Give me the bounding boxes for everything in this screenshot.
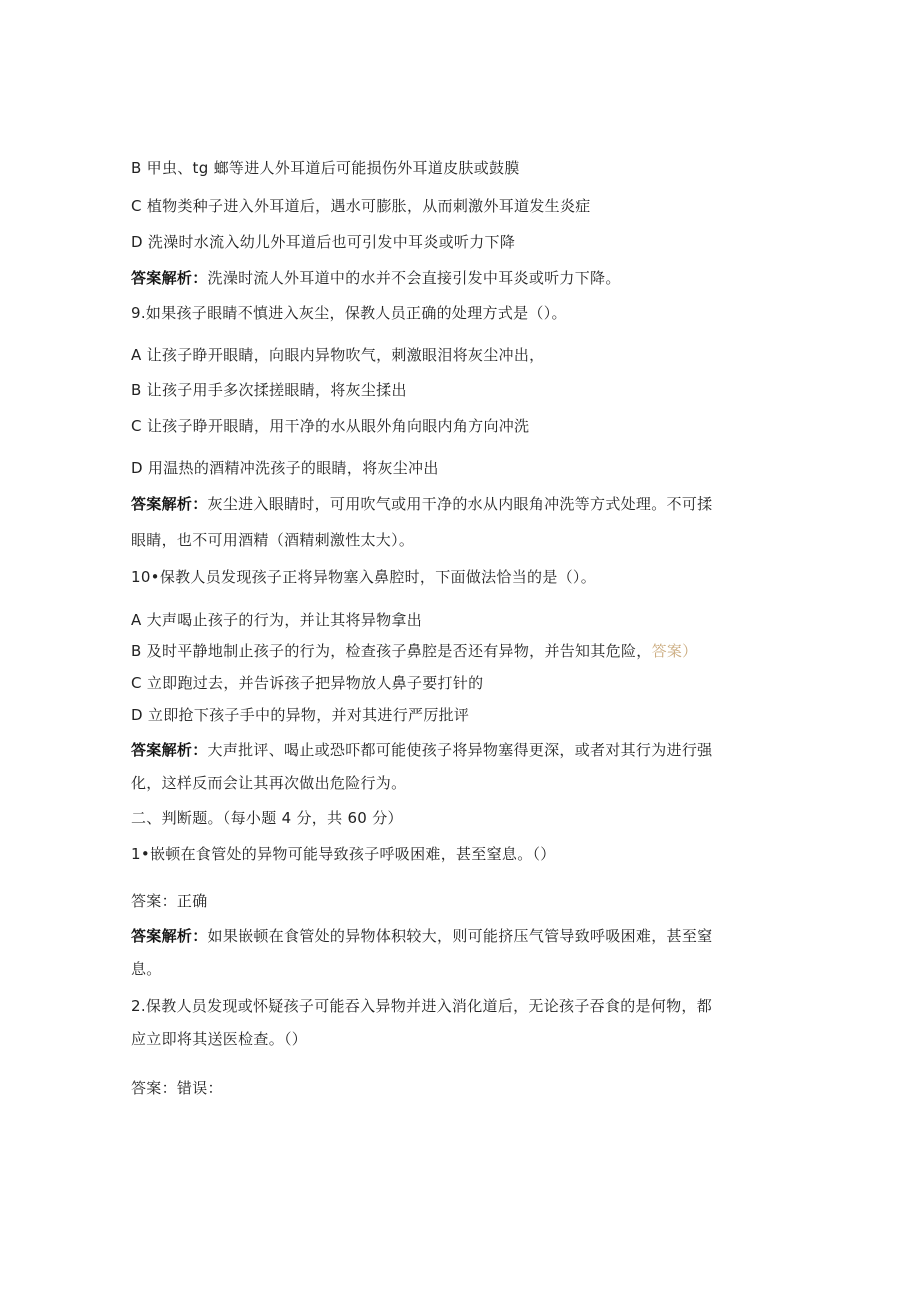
j2-question-line2: 应立即将其送医检查。（）: [131, 1030, 308, 1048]
q10-option-a: A 大声喝止孩子的行为，并让其将异物拿出: [131, 611, 423, 629]
analysis-text: 洗澡时流人外耳道中的水并不会直接引发中耳炎或听力下降。: [207, 269, 621, 287]
j2-question-line1: 2.保教人员发现或怀疑孩子可能吞入异物并进入消化道后，无论孩子吞食的是何物，都: [131, 997, 713, 1015]
q9-question: 9.如果孩子眼睛不慎进入灰尘，保教人员正确的处理方式是（）。: [131, 304, 567, 322]
analysis-text: 灰尘进入眼睛时，可用吹气或用干净的水从内眼角冲洗等方式处理。不可揉: [207, 495, 713, 513]
q10-option-b: [131, 641, 697, 661]
analysis-label: 答案解析：: [131, 269, 208, 287]
analysis-label: 答案解析：: [131, 927, 208, 945]
j1-analysis-line1: [131, 926, 712, 946]
q9-option-c: C 让孩子睁开眼睛，用干净的水从眼外角向眼内角方向冲洗: [131, 417, 530, 435]
analysis-text: 如果嵌顿在食管处的异物体积较大，则可能挤压气管导致呼吸困难，甚至窒: [207, 927, 713, 945]
q10-option-c: C 立即跑过去，并告诉孩子把异物放人鼻子要打针的: [131, 674, 484, 692]
q10-analysis-line1: [131, 740, 712, 760]
q9-option-b: B 让孩子用手多次揉搓眼睛，将灰尘揉出: [131, 381, 407, 399]
section-heading: 二、判断题。（每小题 4 分，共 60 分）: [131, 809, 403, 827]
j1-answer: 答案：正确: [131, 892, 208, 910]
answer-mark: 答案）: [651, 642, 698, 660]
q10-analysis-line2: 化，这样反而会让其再次做出危险行为。: [131, 774, 407, 792]
j2-answer: 答案：错误：: [131, 1079, 223, 1097]
option-text: B 及时平静地制止孩子的行为，检查孩子鼻腔是否还有异物，并告知其危险，: [131, 642, 652, 660]
q8-option-b: B 甲虫、tg 螂等进人外耳道后可能损伤外耳道皮肤或鼓膜: [131, 159, 520, 177]
analysis-label: 答案解析：: [131, 741, 208, 759]
j1-analysis-line2: 息。: [131, 960, 162, 978]
q8-option-d: D 洗澡时水流入幼儿外耳道后也可引发中耳炎或听力下降: [131, 233, 516, 251]
q8-analysis: [131, 268, 621, 288]
q9-analysis-line2: 眼睛，也不可用酒精（酒精刺激性太大）。: [131, 531, 415, 549]
analysis-text: 大声批评、喝止或恐吓都可能使孩子将异物塞得更深，或者对其行为进行强: [207, 741, 713, 759]
q10-question: 10•保教人员发现孩子正将异物塞入鼻腔时，下面做法恰当的是（）。: [131, 568, 597, 586]
q9-analysis-line1: [131, 494, 712, 514]
analysis-label: 答案解析：: [131, 495, 208, 513]
q10-option-d: D 立即抢下孩子手中的异物，并对其进行严厉批评: [131, 706, 470, 724]
q8-option-c: C 植物类种子进入外耳道后，遇水可膨胀，从而刺激外耳道发生炎症: [131, 197, 591, 215]
q9-option-d: D 用温热的酒精冲洗孩子的眼睛，将灰尘冲出: [131, 459, 439, 477]
q9-option-a: A 让孩子睁开眼睛，向眼内异物吹气，刺激眼泪将灰尘冲出，: [131, 346, 545, 364]
j1-question: 1•嵌顿在食管处的异物可能导致孩子呼吸困难，甚至窒息。（）: [131, 845, 556, 863]
